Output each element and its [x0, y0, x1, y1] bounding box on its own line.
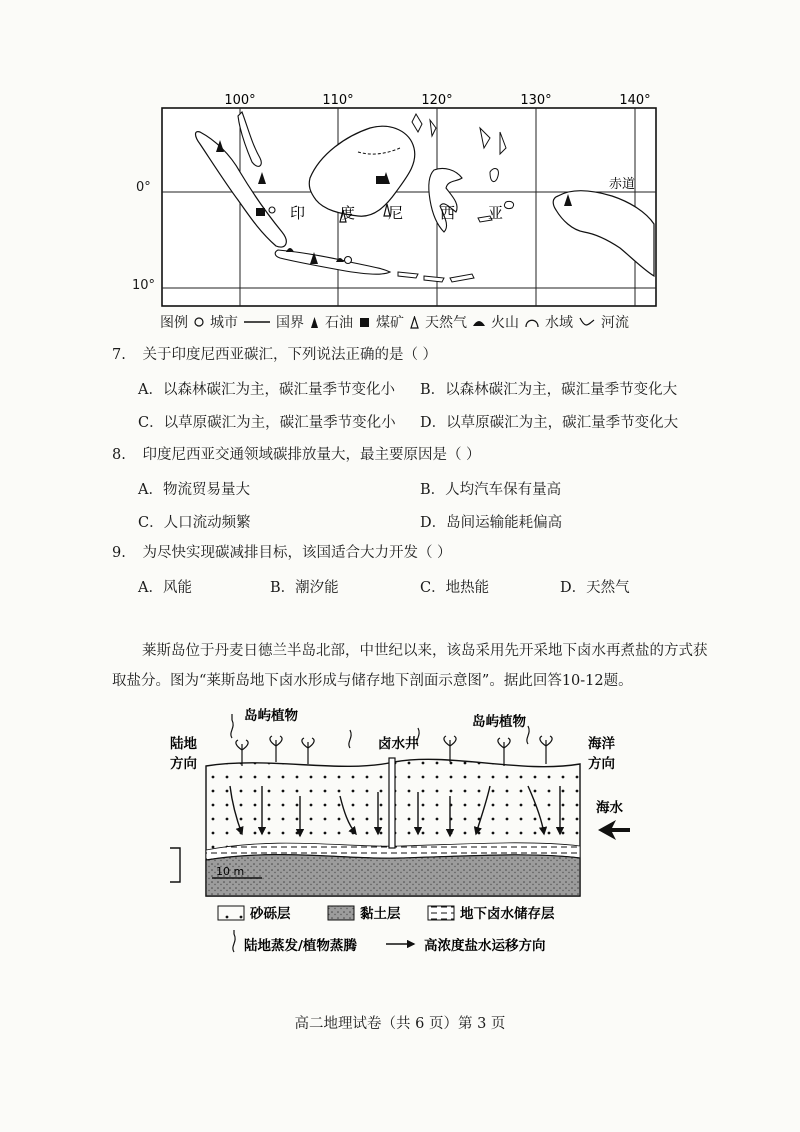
- question-text: 印度尼西亚交通领域碳排放量大，最主要原因是（ ）: [142, 447, 481, 463]
- legend-river: 河流: [601, 315, 629, 331]
- ocean-dir-label-2: 方向: [588, 756, 615, 772]
- legend-clay-swatch: [328, 906, 354, 920]
- indonesia-map: [160, 92, 660, 332]
- question-number: 7.: [112, 347, 126, 363]
- brine-well-label: 卤水井: [378, 736, 419, 752]
- volcano-legend-icon: [473, 318, 485, 326]
- border-legend-icon: [244, 317, 270, 327]
- question-9: [112, 542, 452, 564]
- legend-border: 国界: [276, 315, 304, 331]
- seawater-label: 海水: [596, 800, 623, 816]
- question-number: 8.: [112, 447, 126, 463]
- country-char-5: 亚: [488, 204, 504, 222]
- river-legend-icon: [579, 316, 595, 328]
- city-legend-icon: [194, 317, 204, 327]
- legend-prefix: 图例: [160, 315, 188, 331]
- ocean-dir-label-1: 海洋: [588, 736, 615, 752]
- option-8b[interactable]: B．人均汽车保有量高: [420, 482, 562, 498]
- lat-label-0: 0°: [136, 180, 151, 195]
- lon-label-140: 140°: [619, 93, 651, 108]
- scale-label: 10 m: [216, 865, 245, 878]
- page-footer: 高二地理试卷（共 6 页）第 3 页: [294, 1016, 506, 1032]
- legend-oil: 石油: [325, 315, 353, 331]
- passage-text: 莱斯岛位于丹麦日德兰半岛北部，中世纪以来，该岛采用先开采地下卤水再煮盐的方式获取盐分。图为“莱斯岛地下卤水形成与储存地下剖面示意图”。据此回答10-12题。: [112, 643, 708, 689]
- legend-gravel-label: 砂砾层: [250, 906, 291, 922]
- plants-right-label: 岛屿植物: [472, 714, 526, 730]
- option-9a[interactable]: A．风能: [138, 580, 192, 596]
- option-9d[interactable]: D．天然气: [560, 580, 630, 596]
- lon-label-130: 130°: [520, 93, 552, 108]
- option-8d[interactable]: D．岛间运输能耗偏高: [420, 515, 563, 531]
- legend-water: 水域: [545, 315, 573, 331]
- country-char-1: 印: [290, 204, 306, 222]
- lon-label-110: 110°: [322, 93, 354, 108]
- option-9c[interactable]: C．地热能: [420, 580, 490, 596]
- legend-brine-label: 地下卤水储存层: [460, 906, 555, 922]
- brine-well: [389, 758, 395, 848]
- option-8c[interactable]: C．人口流动频繁: [138, 515, 251, 531]
- question-text: 关于印度尼西亚碳汇，下列说法正确的是（ ）: [142, 347, 438, 363]
- lon-label-100: 100°: [224, 93, 256, 108]
- legend-flow-label: 高浓度盐水运移方向: [424, 938, 546, 954]
- clay-layer: [206, 855, 580, 896]
- option-7b[interactable]: B．以森林碳汇为主，碳汇量季节变化大: [420, 382, 678, 398]
- legend-evap-label: 陆地蒸发/植物蒸腾: [244, 938, 357, 954]
- option-7d[interactable]: D．以草原碳汇为主，碳汇量季节变化大: [420, 415, 679, 431]
- option-7c[interactable]: C．以草原碳汇为主，碳汇量季节变化小: [138, 415, 396, 431]
- legend-gravel-swatch: [218, 906, 244, 920]
- land-dir-label-2: 方向: [170, 756, 197, 772]
- gas-legend-icon: [410, 316, 419, 329]
- country-char-2: 度: [340, 204, 356, 222]
- question-number: 9.: [112, 545, 126, 561]
- option-8a[interactable]: A．物流贸易量大: [138, 482, 250, 498]
- country-char-3: 尼: [388, 204, 404, 222]
- lon-label-120: 120°: [421, 93, 453, 108]
- legend-gas: 天然气: [425, 315, 467, 331]
- option-9b[interactable]: B．潮汐能: [270, 580, 339, 596]
- legend-brine-swatch: [428, 906, 454, 920]
- legend-city: 城市: [210, 315, 238, 331]
- legend-evap-icon: [233, 930, 235, 952]
- legend-clay-label: 黏土层: [360, 906, 401, 922]
- oil-legend-icon: [310, 316, 319, 329]
- seawater-arrow-icon: [598, 820, 630, 840]
- question-text: 为尽快实现碳减排目标，该国适合大力开发（ ）: [142, 545, 452, 561]
- legend-coal: 煤矿: [376, 315, 404, 331]
- land-dir-label-1: 陆地: [170, 736, 197, 752]
- map-legend: [160, 312, 680, 332]
- lat-label-10: 10°: [132, 278, 156, 293]
- coal-legend-icon: [359, 317, 370, 328]
- question-7: [112, 344, 437, 366]
- equator-label: 赤道: [608, 177, 636, 192]
- country-char-4: 西: [440, 204, 456, 222]
- legend-volcano: 火山: [491, 315, 519, 331]
- brine-diagram: [150, 700, 650, 962]
- map-svg: [160, 92, 660, 332]
- question-8: [112, 444, 481, 466]
- plants-left-label: 岛屿植物: [244, 708, 298, 724]
- water-legend-icon: [525, 316, 539, 328]
- option-7a[interactable]: A．以森林碳汇为主，碳汇量季节变化小: [138, 382, 395, 398]
